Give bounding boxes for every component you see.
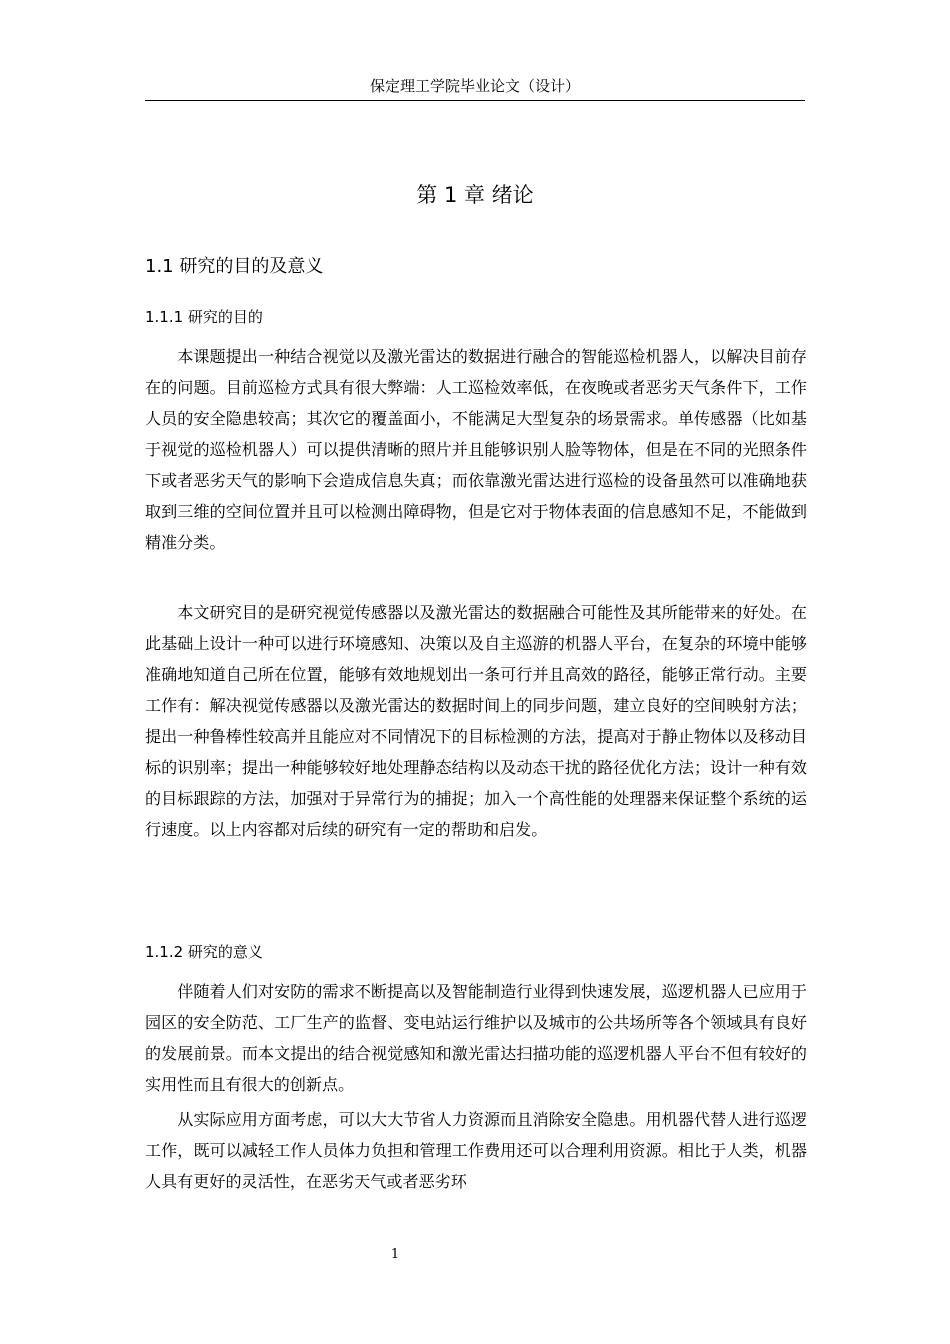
- subsection-title-significance: 1.1.2 研究的意义: [145, 943, 263, 961]
- page-number: 1: [390, 1247, 400, 1262]
- subsection-title-purpose: 1.1.1 研究的目的: [145, 308, 263, 326]
- header-divider: [145, 100, 805, 101]
- paragraph: 伴随着人们对安防的需求不断提高以及智能制造行业得到快速发展，巡逻机器人已应用于园区的安全防范、工厂生产的监督、变电站运行维护以及城市的公共场所等各个领域具有良好的发展前景。而本文提出的结合视觉感知和激光雷达扫描功能的巡逻机器人平台不但有较好的实用性而且有很大的创新点。: [145, 982, 807, 1094]
- section-title: 1.1 研究的目的及意义: [145, 256, 324, 277]
- chapter-title: 第 1 章 绪论: [416, 183, 534, 207]
- paragraph: 本文研究目的是研究视觉传感器以及激光雷达的数据融合可能性及其所能带来的好处。在此基础上设计一种可以进行环境感知、决策以及自主巡游的机器人平台，在复杂的环境中能够准确地知道自己所在位置，能够有效地规划出一条可行并且高效的路径，能够正常行动。主要工作有：解决视觉传感器以及激光雷达的数据时间上的同步问题，建立良好的空间映射方法；提出一种鲁棒性较高并且能应对不同情况下的目标检测的方法，提高对于静止物体以及移动目标的识别率；提出一种能够较好地处理静态结构以及动态干扰的路径优化方法；设计一种有效的目标跟踪的方法，加强对于异常行为的捕捉；加入一个高性能的处理器来保证整个系统的运行速度。以上内容都对后续的研究有一定的帮助和启发。: [145, 603, 807, 839]
- paragraph: 从实际应用方面考虑，可以大大节省人力资源而且消除安全隐患。用机器代替人进行巡逻工作，既可以减轻工作人员体力负担和管理工作费用还可以合理利用资源。相比于人类，机器人具有更好的灵活性，在恶劣天气或者恶劣环: [145, 1110, 807, 1191]
- page-header: 保定理工学院毕业论文（设计）: [369, 77, 580, 95]
- paragraph: 本课题提出一种结合视觉以及激光雷达的数据进行融合的智能巡检机器人，以解决目前存在的问题。目前巡检方式具有很大弊端：人工巡检效率低，在夜晚或者恶劣天气条件下，工作人员的安全隐患较高；其次它的覆盖面小，不能满足大型复杂的场景需求。单传感器（比如基于视觉的巡检机器人）可以提供清晰的照片并且能够识别人脸等物体，但是在不同的光照条件下或者恶劣天气的影响下会造成信息失真；而依靠激光雷达进行巡检的设备虽然可以准确地获取到三维的空间位置并且可以检测出障碍物，但是它对于物体表面的信息感知不足，不能做到精准分类。: [145, 347, 807, 552]
